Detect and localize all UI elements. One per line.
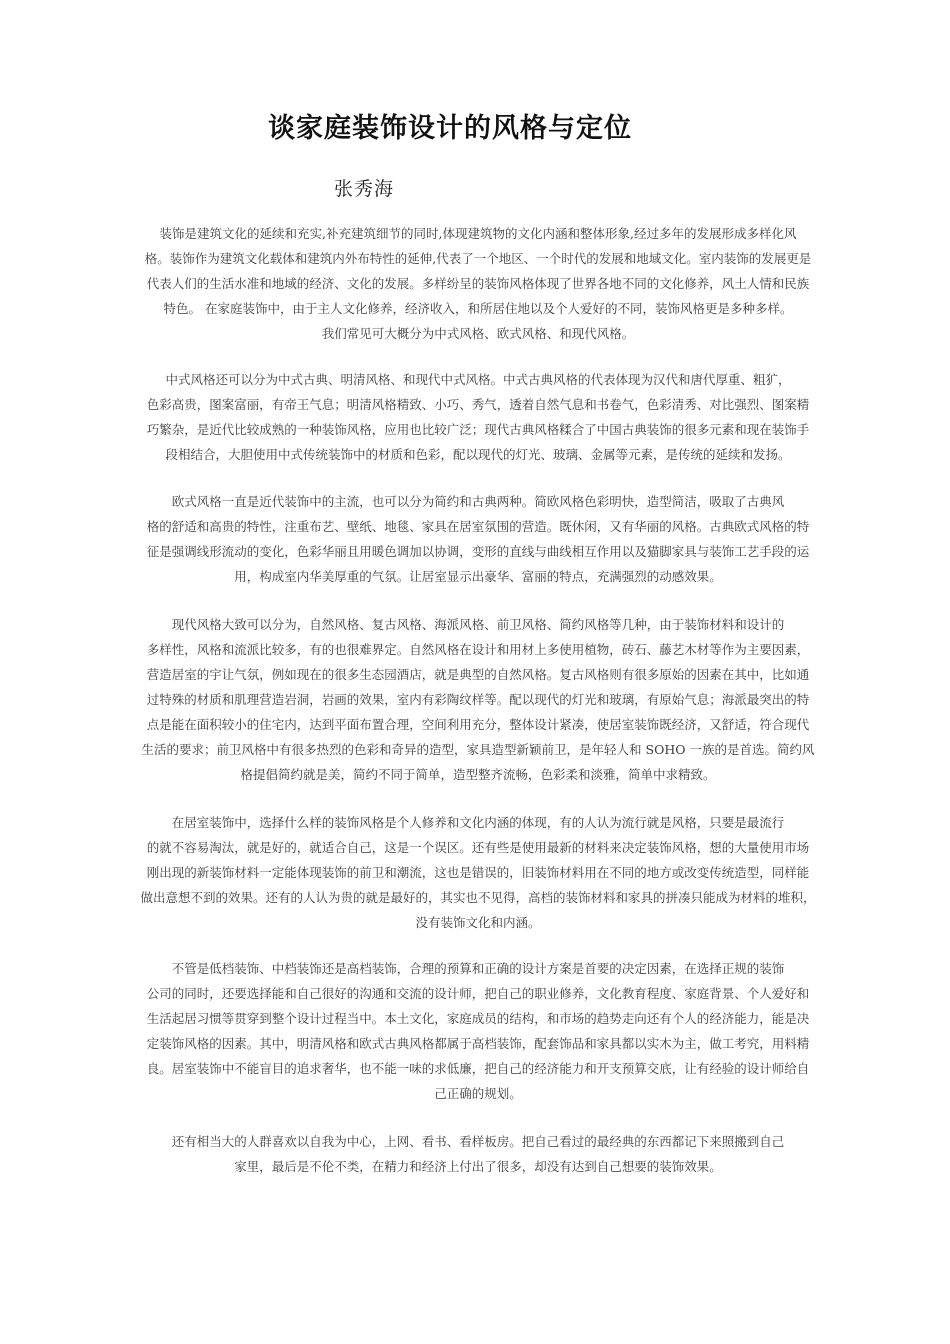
paragraph-choosing-style — [94, 810, 862, 935]
paragraph-line: 良。居室装饰中不能盲目的追求奢华，也不能一味的求低廉，把自己的经济能力和开支预算交底，让有经验的设计师给自 — [146, 1061, 810, 1076]
document-title: 谈家庭装饰设计的风格与定位 — [268, 113, 632, 144]
paragraph-line: 还有相当大的人群喜欢以自我为中心，上网、看书、看样板房。把自己看过的最经典的东西都记下来照搬到自己 — [171, 1134, 785, 1149]
paragraph-line: 格的舒适和高贵的特性，注重布艺、壁纸、地毯、家具在居室氛围的营造。既休闲，又有华丽的风格。古典欧式风格的特 — [146, 519, 810, 534]
paragraph-line: 过特殊的材质和肌理营造岩洞，岩画的效果，室内有彩陶纹样等。配以现代的灯光和玻璃，有原始气息；海派最突出的特 — [146, 692, 810, 707]
paragraph-line: 代表人们的生活水准和地域的经济、文化的发展。多样纷呈的装饰风格体现了世界各地不同的文化修养，风土人情和民族 — [146, 276, 810, 291]
paragraph-line: 生活的要求；前卫风格中有很多热烈的色彩和奇异的造型，家具造型新颖前卫，是年轻人和 SOHO 一族的是首选。简约风 — [141, 742, 815, 757]
paragraph-line: 格。装饰作为建筑文化载体和建筑内外布特性的延伸,代表了一个地区、一个时代的发展和地域文化。室内装饰的发展更是 — [144, 251, 812, 266]
document-author: 张秀海 — [334, 178, 395, 200]
paragraph-line: 征是强调线形流动的变化，色彩华丽且用暖色调加以协调，变形的直线与曲线相互作用以及猫脚家具与装饰工艺手段的运 — [146, 544, 810, 559]
paragraph-line: 装饰是建筑文化的延续和充实,补充建筑细节的同时,体现建筑物的文化内涵和整体形象,经过多年的发展形成多样化风 — [159, 226, 797, 241]
paragraph-modern-style — [94, 612, 862, 787]
paragraph-line: 做出意想不到的效果。还有的人认为贵的就是最好的，其实也不见得，高档的装饰材料和家具的拼凑只能成为材料的堆积， — [140, 890, 816, 905]
paragraph-line: 格提倡简约就是美，简约不同于简单，造型整齐流畅，色彩柔和淡雅，简单中求精致。 — [240, 767, 716, 782]
paragraph-line: 用，构成室内华美厚重的气氛。让居室显示出豪华、富丽的特点，充满强烈的动感效果。 — [234, 569, 722, 584]
paragraph-line: 营造居室的宇让气氛，例如现在的很多生态园酒店，就是典型的自然风格。复古风格则有很多原始的因素在其中，比如通 — [146, 667, 810, 682]
paragraph-line: 段相结合，大胆使用中式传统装饰中的材质和色彩，配以现代的灯光、玻璃、金属等元素，是传统的延续和发扬。 — [165, 447, 791, 462]
paragraph-line: 在居室装饰中，选择什么样的装饰风格是个人修养和文化内涵的体现，有的人认为流行就是风格，只要是最流行 — [171, 815, 785, 830]
paragraph-chinese-style — [94, 367, 862, 467]
paragraph-line: 欧式风格一直是近代装饰中的主流，也可以分为简约和古典两种。简欧风格色彩明快，造型简洁，吸取了古典风 — [171, 494, 785, 509]
paragraph-line: 不管是低档装饰、中档装饰还是高档装饰，合理的预算和正确的设计方案是首要的决定因素，在选择正规的装饰 — [171, 961, 785, 976]
paragraph-line: 多样性，风格和流派比较多，有的也很难界定。自然风格在设计和用材上多使用植物，砖石、藤艺木材等作为主要因素， — [146, 642, 810, 657]
paragraph-line: 家里，最后是不伦不类，在精力和经济上付出了很多，却没有达到自己想要的装饰效果。 — [234, 1159, 722, 1174]
paragraph-line: 现代风格大致可以分为，自然风格、复古风格、海派风格、前卫风格、简约风格等几种，由于装饰材料和设计的 — [171, 617, 785, 632]
paragraph-line: 色彩高贵，图案富丽，有帝王气息；明清风格精致、小巧、秀气，透着自然气息和书卷气，色彩清秀、对比强烈、图案精 — [146, 397, 810, 412]
paragraph-line: 刚出现的新装饰材料一定能体现装饰的前卫和潮流，这也是错误的，旧装饰材料用在不同的地方或改变传统造型，同样能 — [146, 865, 810, 880]
paragraph-conclusion — [94, 1129, 862, 1179]
paragraph-intro — [94, 221, 862, 346]
paragraph-line: 没有装饰文化和内涵。 — [415, 915, 541, 930]
paragraph-budget — [94, 956, 862, 1106]
paragraph-line: 定装饰风格的因素。其中，明清风格和欧式古典风格都属于高档装饰，配套饰品和家具都以实木为主，做工考究，用料精 — [146, 1036, 810, 1051]
paragraph-line: 点是能在面积较小的住宅内，达到平面布置合理，空间利用充分，整体设计紧凑，使居室装饰既经济，又舒适，符合现代 — [146, 717, 810, 732]
paragraph-line: 的就不容易淘汰，就是好的，就适合自己，这是一个误区。还有些是使用最新的材料来决定装饰风格，想的大量使用市场 — [146, 840, 810, 855]
paragraph-line: 己正确的规划。 — [434, 1086, 522, 1101]
paragraph-european-style — [94, 489, 862, 589]
paragraph-line: 生活起居习惯等贯穿到整个设计过程当中。本土文化，家庭成员的结构，和市场的趋势走向还有个人的经济能力，能是决 — [146, 1011, 810, 1026]
paragraph-line: 巧繁杂，是近代比较成熟的一种装饰风格，应用也比较广泛；现代古典风格糅合了中国古典装饰的很多元素和现在装饰手 — [146, 422, 810, 437]
paragraph-line: 公司的同时，还要选择能和自己很好的沟通和交流的设计师，把自己的职业修养，文化教育程度、家庭背景、个人爱好和 — [146, 986, 810, 1001]
paragraph-line: 特色。 在家庭装饰中，由于主人文化修养，经济收入，和所居住地以及个人爱好的不同，装饰风格更是多种多样。 — [163, 301, 793, 316]
paragraph-line: 我们常见可大概分为中式风格、欧式风格、和现代风格。 — [321, 326, 635, 341]
paragraph-line: 中式风格还可以分为中式古典、明清风格、和现代中式风格。中式古典风格的代表体现为汉代和唐代厚重、粗犷， — [165, 372, 791, 387]
